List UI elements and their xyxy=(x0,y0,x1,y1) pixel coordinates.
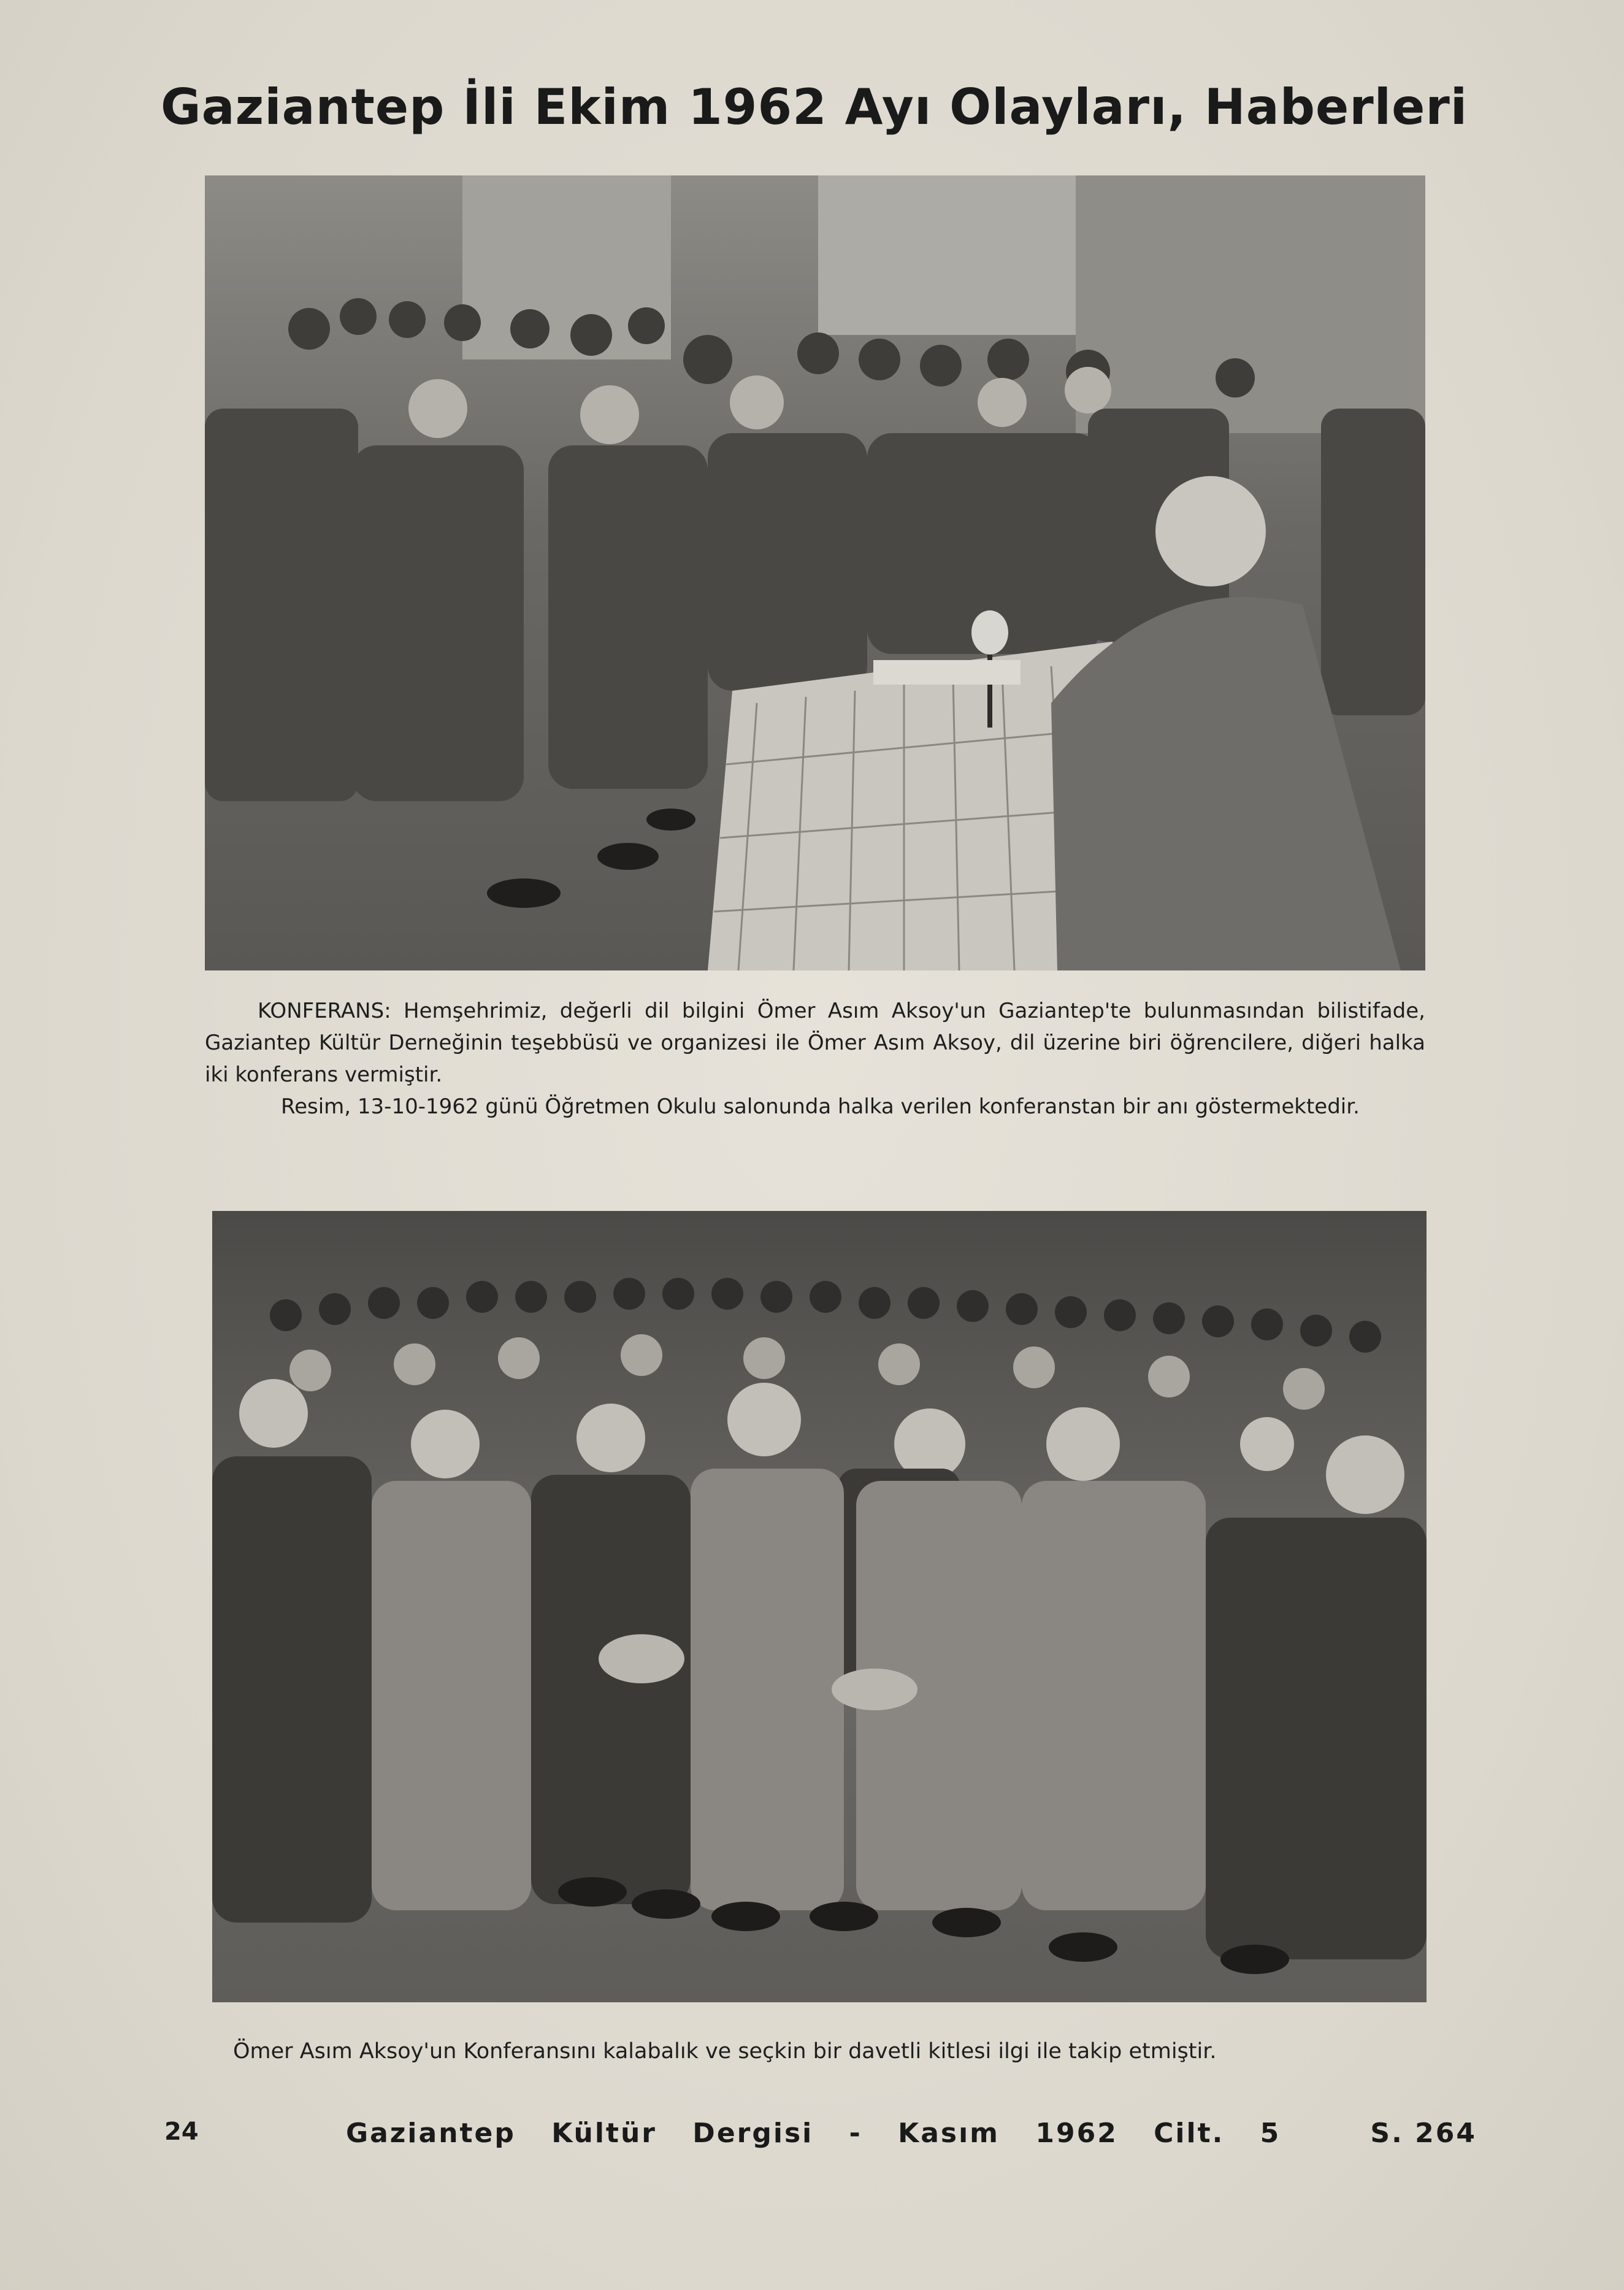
bottom-caption: Ömer Asım Aksoy'un Konferansını kalabalık ve seçkin bir davetli kitlesi ilgi ile takip etmiştir. xyxy=(233,2039,1217,2064)
page-number: 24 xyxy=(164,2118,199,2146)
page-title: Gaziantep İli Ekim 1962 Ayı Olayları, Haberleri xyxy=(161,79,1468,136)
top-caption xyxy=(205,995,1425,1123)
top-caption-paragraph-1: KONFERANS: Hemşehrimiz, değerli dil bilgini Ömer Asım Aksoy'un Gaziantep'te bulunmasından bilistifade, Gaziantep Kültür Derneğinin teşebbüsü ve organizesi ile Ömer Asım Aksoy, dil üzerine biri öğrencilere, diğeri halka iki konferans vermiştir. xyxy=(205,999,1425,1087)
conference-photo-top-image xyxy=(205,175,1425,970)
conference-photo-bottom xyxy=(212,1211,1427,2002)
conference-photo-top xyxy=(205,175,1425,970)
issue-number: S. 264 xyxy=(1370,2118,1477,2149)
top-caption-paragraph-2: Resim, 13-10-1962 günü Öğretmen Okulu salonunda halka verilen konferanstan bir anı göstermektedir. xyxy=(281,1094,1360,1119)
journal-info: Gaziantep Kültür Dergisi - Kasım 1962 Cilt. 5 xyxy=(346,2118,1281,2149)
conference-photo-bottom-image xyxy=(212,1211,1427,2002)
footer xyxy=(164,2118,1477,2154)
